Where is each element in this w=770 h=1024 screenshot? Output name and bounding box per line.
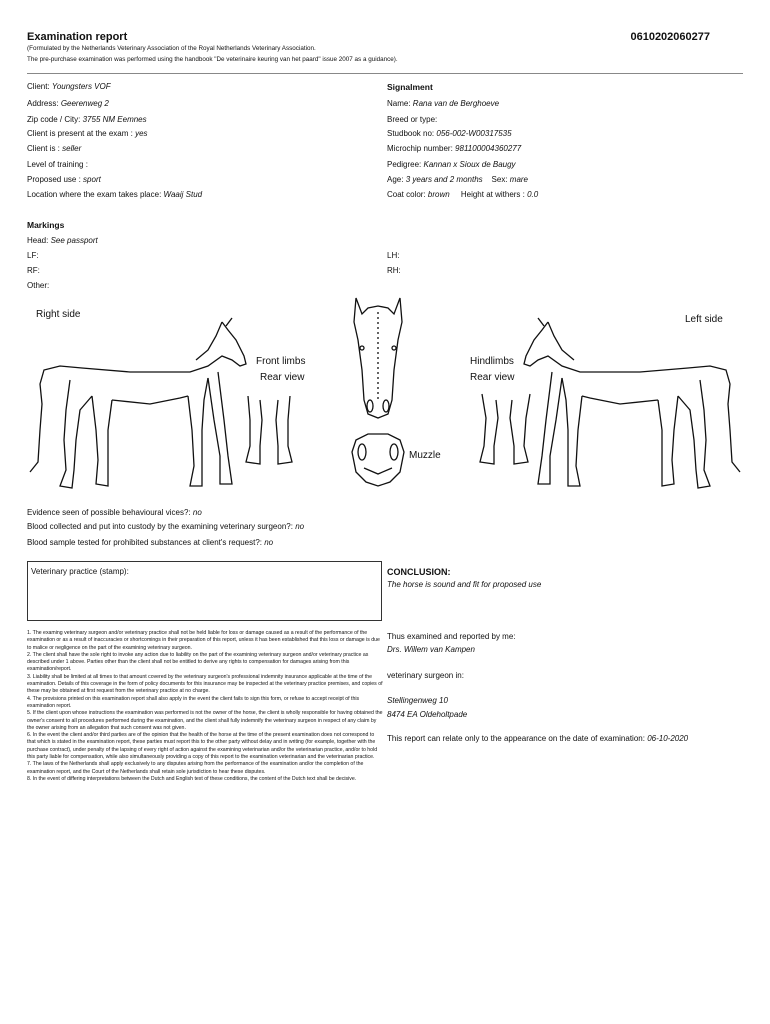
right-side-label: Right side xyxy=(36,309,81,320)
breed-field: Breed or type: xyxy=(387,115,438,124)
markings-heading: Markings xyxy=(27,220,65,230)
intro-line-1: (Formulated by the Netherlands Veterinary Association of the Royal Netherlands Veterinary Association. xyxy=(27,45,316,52)
left-side-label: Left side xyxy=(685,314,723,325)
front-rear-view-label: Rear view xyxy=(260,372,305,383)
terms-conditions xyxy=(27,630,383,783)
stamp-label: Veterinary practice (stamp): xyxy=(31,567,129,576)
muzzle-drawing xyxy=(352,434,404,486)
client-present-field: Client is present at the exam : yes xyxy=(27,129,148,138)
address-field: Address: Geerenweg 2 xyxy=(27,99,109,108)
conclusion-text: The horse is sound and fit for proposed use xyxy=(387,580,542,589)
condition-item: 7. The laws of the Netherlands shall apply exclusively to any disputes arising from the performance of the examination and/or the completion of the examination report, and the Court of the Netherlands shall retain sole jurisdiction to hear these disputes. xyxy=(27,761,364,775)
zip-city-field: Zip code / City: 3755 NM Eemnes xyxy=(27,115,147,124)
right-side-horse-drawing xyxy=(30,318,246,488)
head-marking-field: Head: See passport xyxy=(27,236,98,245)
training-level-field: Level of training : xyxy=(27,160,88,169)
microchip-field: Microchip number: 981100004360277 xyxy=(387,144,522,153)
other-marking-field: Other: xyxy=(27,281,50,290)
report-title: Examination report xyxy=(27,31,128,43)
rh-marking-field: RH: xyxy=(387,266,401,275)
intro-line-2: The pre-purchase examination was performed using the handbook "De veterinaire keuring van het paard" issue 2007 as a guidance). xyxy=(27,56,398,63)
conclusion-heading: CONCLUSION: xyxy=(387,567,451,577)
front-limbs-drawing xyxy=(246,396,292,464)
location-field: Location where the exam takes place: Waaij Stud xyxy=(27,190,203,199)
signalment-heading: Signalment xyxy=(387,82,433,92)
client-role-field: Client is : seller xyxy=(27,144,82,153)
practice-street: Stellingenweg 10 xyxy=(387,696,448,705)
surgeon-in-label: veterinary surgeon in: xyxy=(387,671,464,680)
lh-marking-field: LH: xyxy=(387,251,400,260)
hindlimbs-label: Hindlimbs xyxy=(470,356,514,367)
age-sex-field: Age: 3 years and 2 months Sex: mare xyxy=(387,175,529,184)
report-number: 0610202060277 xyxy=(630,31,710,43)
condition-item: 1. The examing veterinary surgeon and/or veterinary practice shall not be held liable for loss or damage caused as a result of the performance of the examination or as a result of inaccuracies or shortcomings in their preparation of this report, unless it has been established that this loss or damage is due to malice or negligence on the part of the examining veterinary surgeon. xyxy=(27,630,380,651)
condition-item: 3. Liability shall be limited at all times to that amount covered by the veterinary surgeon's professional indemnity insurance applicable at the time of the examination. Details of this coverage in the form of policy documents for this insurance may be inspected at the veterinary practice premises, and copies of these may be obtained at first request from the veterinary practice at no charge. xyxy=(27,673,383,695)
left-side-horse-drawing xyxy=(524,318,740,488)
lf-marking-field: LF: xyxy=(27,251,39,260)
horse-name-field: Name: Rana van de Berghoeve xyxy=(387,99,500,108)
condition-item: 5. If the client upon whose instructions the examination was performed is not the owner of the horse, the client is wholly responsible for having obtained the owner's consent to all procedures performed during the examination, and the client shall fully indemnify the veterinary surgeon in respect of any claim by the owner arising from an allegation that such consent was not given. xyxy=(27,710,383,731)
blood-custody-field: Blood collected and put into custody by the examining veterinary surgeon?: no xyxy=(27,522,305,531)
rf-marking-field: RF: xyxy=(27,266,40,275)
muzzle-label: Muzzle xyxy=(409,450,441,461)
condition-item: 6. In the event the client and/or third parties are of the opinion that the health of the horse at the time of the present examination does not correspond to that which is stated in the examination report, these parties must report this to the other party without delay and in writing (for example, together with the purchase contract), under penalty of the lapsing of every right of action against the examining veterinarian and/or the veterinarian practice, and/or to hold this party liable for compensation, while also simultaneously providing a copy of this report to the examination veterinarian and the veterinarian practice. xyxy=(27,732,378,761)
exam-date-line: This report can relate only to the appearance on the date of examination: 06-10-2020 xyxy=(387,734,689,743)
vet-name: Drs. Willem van Kampen xyxy=(387,645,475,654)
front-head-drawing xyxy=(354,298,402,418)
examined-by-label: Thus examined and reported by me: xyxy=(387,632,516,641)
condition-item: 8. In the event of differing interpretations between the Dutch and English text of these conditions, the content of the Dutch text shall be decisive. xyxy=(27,775,357,782)
coat-height-field: Coat color: brown Height at withers : 0.0 xyxy=(387,190,539,199)
condition-item: 2. The client shall have the sole right to invoke any action due to liability on the part of the examining veterinary surgeon and/or veterinary practice as described under 1 above. Parties other than the client shall not be entitled to derive any rights to compensation for damages arising from this examination/report. xyxy=(27,651,369,673)
pedigree-field: Pedigree: Kannan x Sioux de Baugy xyxy=(387,160,516,169)
blood-tested-field: Blood sample tested for prohibited substances at client's request?: no xyxy=(27,538,274,547)
proposed-use-field: Proposed use : sport xyxy=(27,175,101,184)
hindlimbs-drawing xyxy=(480,394,530,464)
studbook-field: Studbook no: 056-002-W00317535 xyxy=(387,129,512,138)
practice-city: 8474 EA Oldeholtpade xyxy=(387,710,468,719)
client-field: Client: Youngsters VOF xyxy=(27,82,111,91)
hind-rear-view-label: Rear view xyxy=(470,372,515,383)
vices-field: Evidence seen of possible behavioural vices?: no xyxy=(27,508,202,517)
front-limbs-label: Front limbs xyxy=(256,356,306,367)
condition-item: 4. The provisions printed on this examination report shall also apply in the event the client fails to sign this form, or refuse to accept receipt of this examination report. xyxy=(27,695,360,709)
